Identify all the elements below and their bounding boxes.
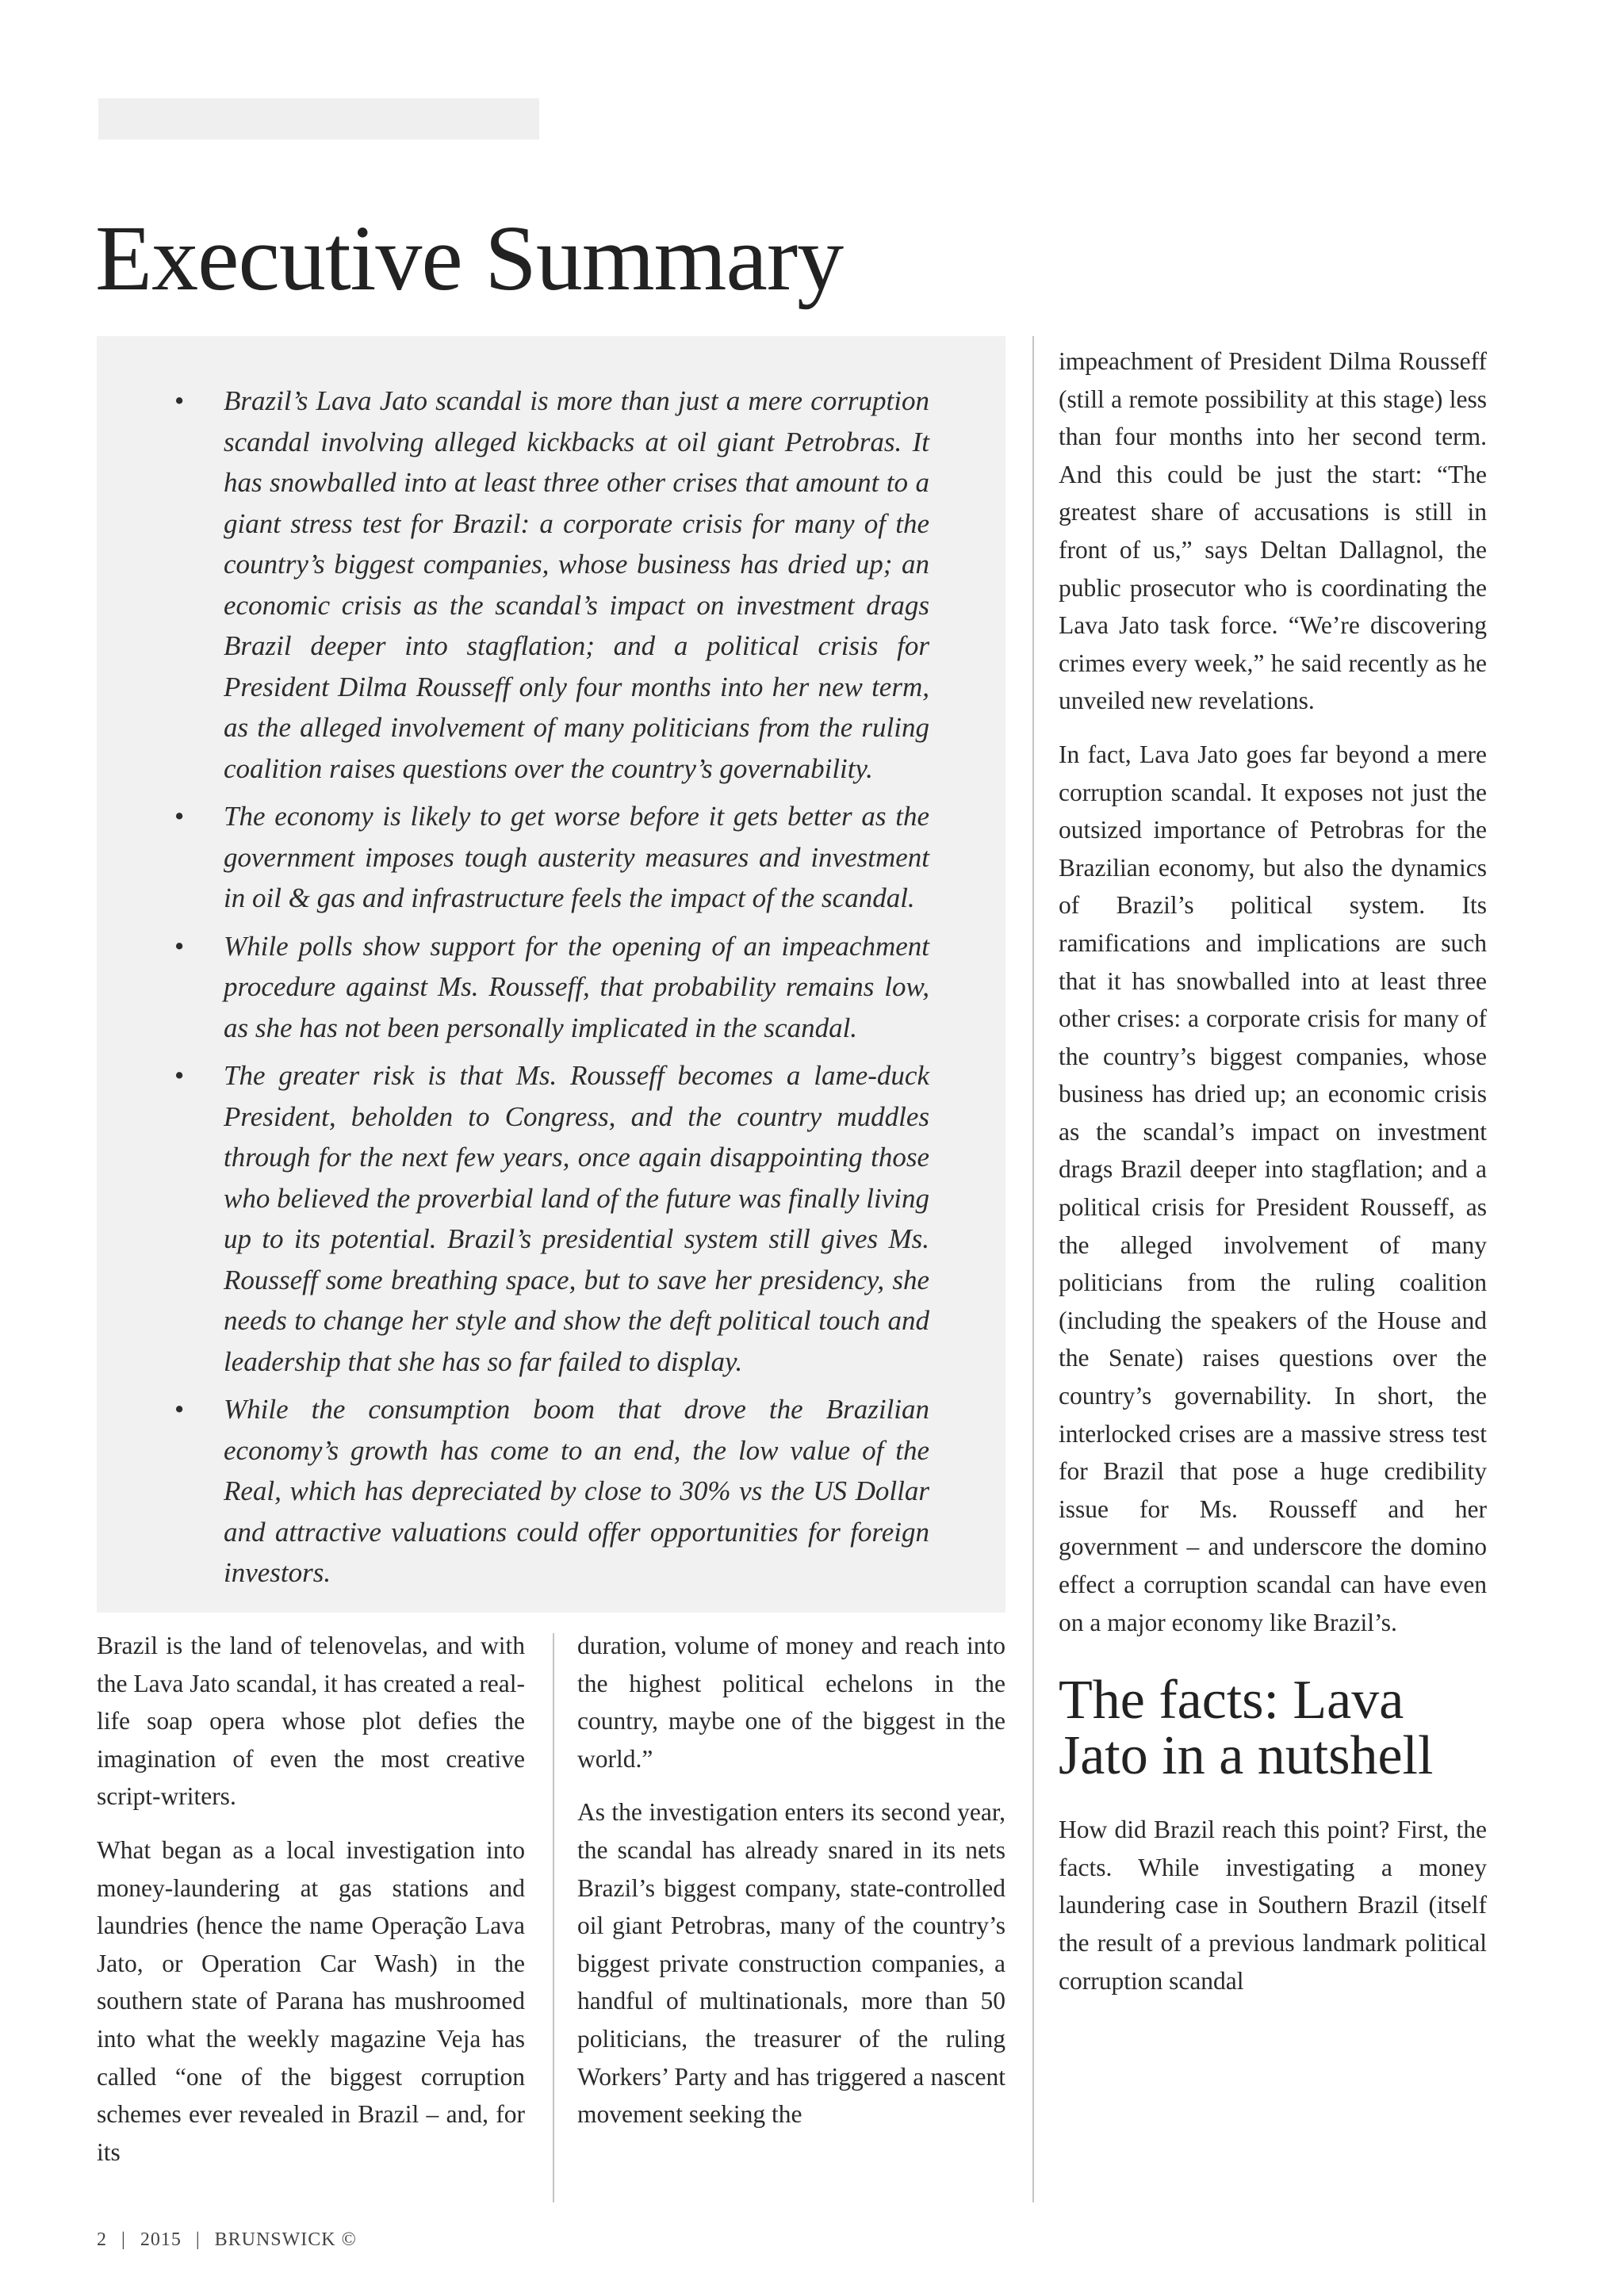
body-paragraph: In fact, Lava Jato goes far beyond a mere corruption scandal. It exposes not just the outsized importance of Petrobras for the Brazilian economy, but also the dynamics of Brazil’s political system. Its ramifications and implications are such that it has snowballed into at least three other crises: a corporate crisis for many of the country’s biggest companies, whose business has dried up; an economic crisis as the scandal’s impact on investment drags Brazil deeper into stagflation; and a political crisis for President Rousseff, as the alleged involvement of many politicians from the ruling coalition (including the speakers of the House and the Senate) raises questions over the country’s governability. In short, the interlocked crises are a massive stress test for Brazil that pose a huge credibility issue for Ms. Rousseff and her government – and underscore the domino effect a corruption scandal can have even on a major economy like Brazil’s. bbox=[1059, 740, 1487, 1636]
summary-bullet bbox=[173, 1055, 929, 1382]
summary-bullet-text: The greater risk is that Ms. Rousseff becomes a lame-duck President, beholden to Congress, and the country muddles through for the next few years, once again disappointing those who believed the proverbial land of the future was finally living up to its potential. Brazil’s presidential system still gives Ms. Rousseff some breathing space, but to save her presidency, she needs to change her style and show the deft political touch and leadership that she has so far failed to display. bbox=[224, 1060, 929, 1377]
page-title: Executive Summary bbox=[95, 206, 844, 310]
bullet-icon: • bbox=[174, 1394, 185, 1425]
page-number: 2 bbox=[97, 2229, 107, 2250]
summary-bullet bbox=[173, 926, 929, 1049]
bullet-icon: • bbox=[174, 930, 185, 962]
body-paragraph: What began as a local investigation into money-laundering at gas stations and laundries (hence the name Operação Lava Jato, or Operation Car Wash) in the southern state of Parana has mushroomed into what the weekly magazine Veja has called “one of the biggest corruption schemes ever revealed in Brazil – and, for its bbox=[97, 1835, 525, 2166]
summary-bullet bbox=[173, 1389, 929, 1594]
body-column-2 bbox=[577, 1627, 1005, 2149]
bullet-icon: • bbox=[174, 801, 185, 832]
summary-bullet-list bbox=[173, 381, 929, 1594]
footer-separator: | bbox=[195, 2229, 201, 2250]
summary-bullet bbox=[173, 381, 929, 789]
summary-bullet-text: While the consumption boom that drove the Brazilian economy’s growth has come to an end, the low value of the Real, which has depreciated by close to 30% vs the US Dollar and attractive valuations could offer opportunities for foreign investors. bbox=[224, 1394, 929, 1588]
column-divider bbox=[1032, 336, 1034, 2202]
body-paragraph: How did Brazil reach this point? First, the facts. While investigating a money laundering case in Southern Brazil (itself the result of a previous landmark political corruption scandal bbox=[1059, 1816, 1487, 1995]
summary-bullet bbox=[173, 796, 929, 919]
footer-separator: | bbox=[121, 2229, 126, 2250]
body-column-1 bbox=[97, 1627, 525, 2187]
bullet-icon: • bbox=[174, 385, 185, 416]
summary-bullet-text: The economy is likely to get worse before it gets better as the government imposes tough austerity measures and investment in oil & gas and infrastructure feels the impact of the scandal. bbox=[224, 801, 929, 913]
summary-bullet-text: While polls show support for the opening of an impeachment procedure against Ms. Rousseff, that probability remains low, as she has not been personally implicated in the scandal. bbox=[224, 930, 929, 1043]
body-paragraph: Brazil is the land of telenovelas, and with the Lava Jato scandal, it has created a real-life soap opera whose plot defies the imagination of even the most creative script-writers. bbox=[97, 1632, 525, 1811]
page-footer bbox=[97, 2229, 371, 2251]
body-paragraph: duration, volume of money and reach into the highest political echelons in the country, maybe one of the biggest in the world.” bbox=[577, 1632, 1005, 1773]
footer-year: 2015 bbox=[140, 2229, 182, 2250]
bullet-icon: • bbox=[174, 1060, 185, 1091]
body-paragraph: impeachment of President Dilma Rousseff (still a remote possibility at this stage) less than four months into her second term. And this could be just the start: “The greatest share of accusations is still in front of us,” says Deltan Dallagnol, the public prosecutor who is coordinating the Lava Jato task force. “We’re discovering crimes every week,” he said recently as he unveiled new revelations. bbox=[1059, 347, 1487, 715]
body-column-3 bbox=[1059, 342, 1487, 2015]
section-heading: The facts: Lava Jato in a nutshell bbox=[1059, 1670, 1434, 1787]
header-bar bbox=[98, 98, 539, 140]
summary-bullet-text: Brazil’s Lava Jato scandal is more than just a mere corruption scandal involving alleged kickbacks at oil giant Petrobras. It has snowballed into at least three other crises that amount to a giant stress test for Brazil: a corporate crisis for many of the country’s biggest companies, whose business has dried up; an economic crisis as the scandal’s impact on investment drags Brazil deeper into stagflation; and a political crisis for President Dilma Rousseff only four months into her new term, as the alleged involvement of many politicians from the ruling coalition raises questions over the country’s governability. bbox=[224, 385, 929, 784]
footer-brand: BRUNSWICK © bbox=[214, 2229, 357, 2250]
column-divider bbox=[553, 1633, 554, 2202]
body-paragraph: As the investigation enters its second year, the scandal has already snared in its nets Brazil’s biggest company, state-controlled oil giant Petrobras, many of the country’s biggest private construction companies, a handful of multinationals, more than 50 politicians, the treasurer of the ruling Workers’ Party and has triggered a nascent movement seeking the bbox=[577, 1798, 1005, 2129]
summary-box bbox=[97, 336, 1005, 1613]
